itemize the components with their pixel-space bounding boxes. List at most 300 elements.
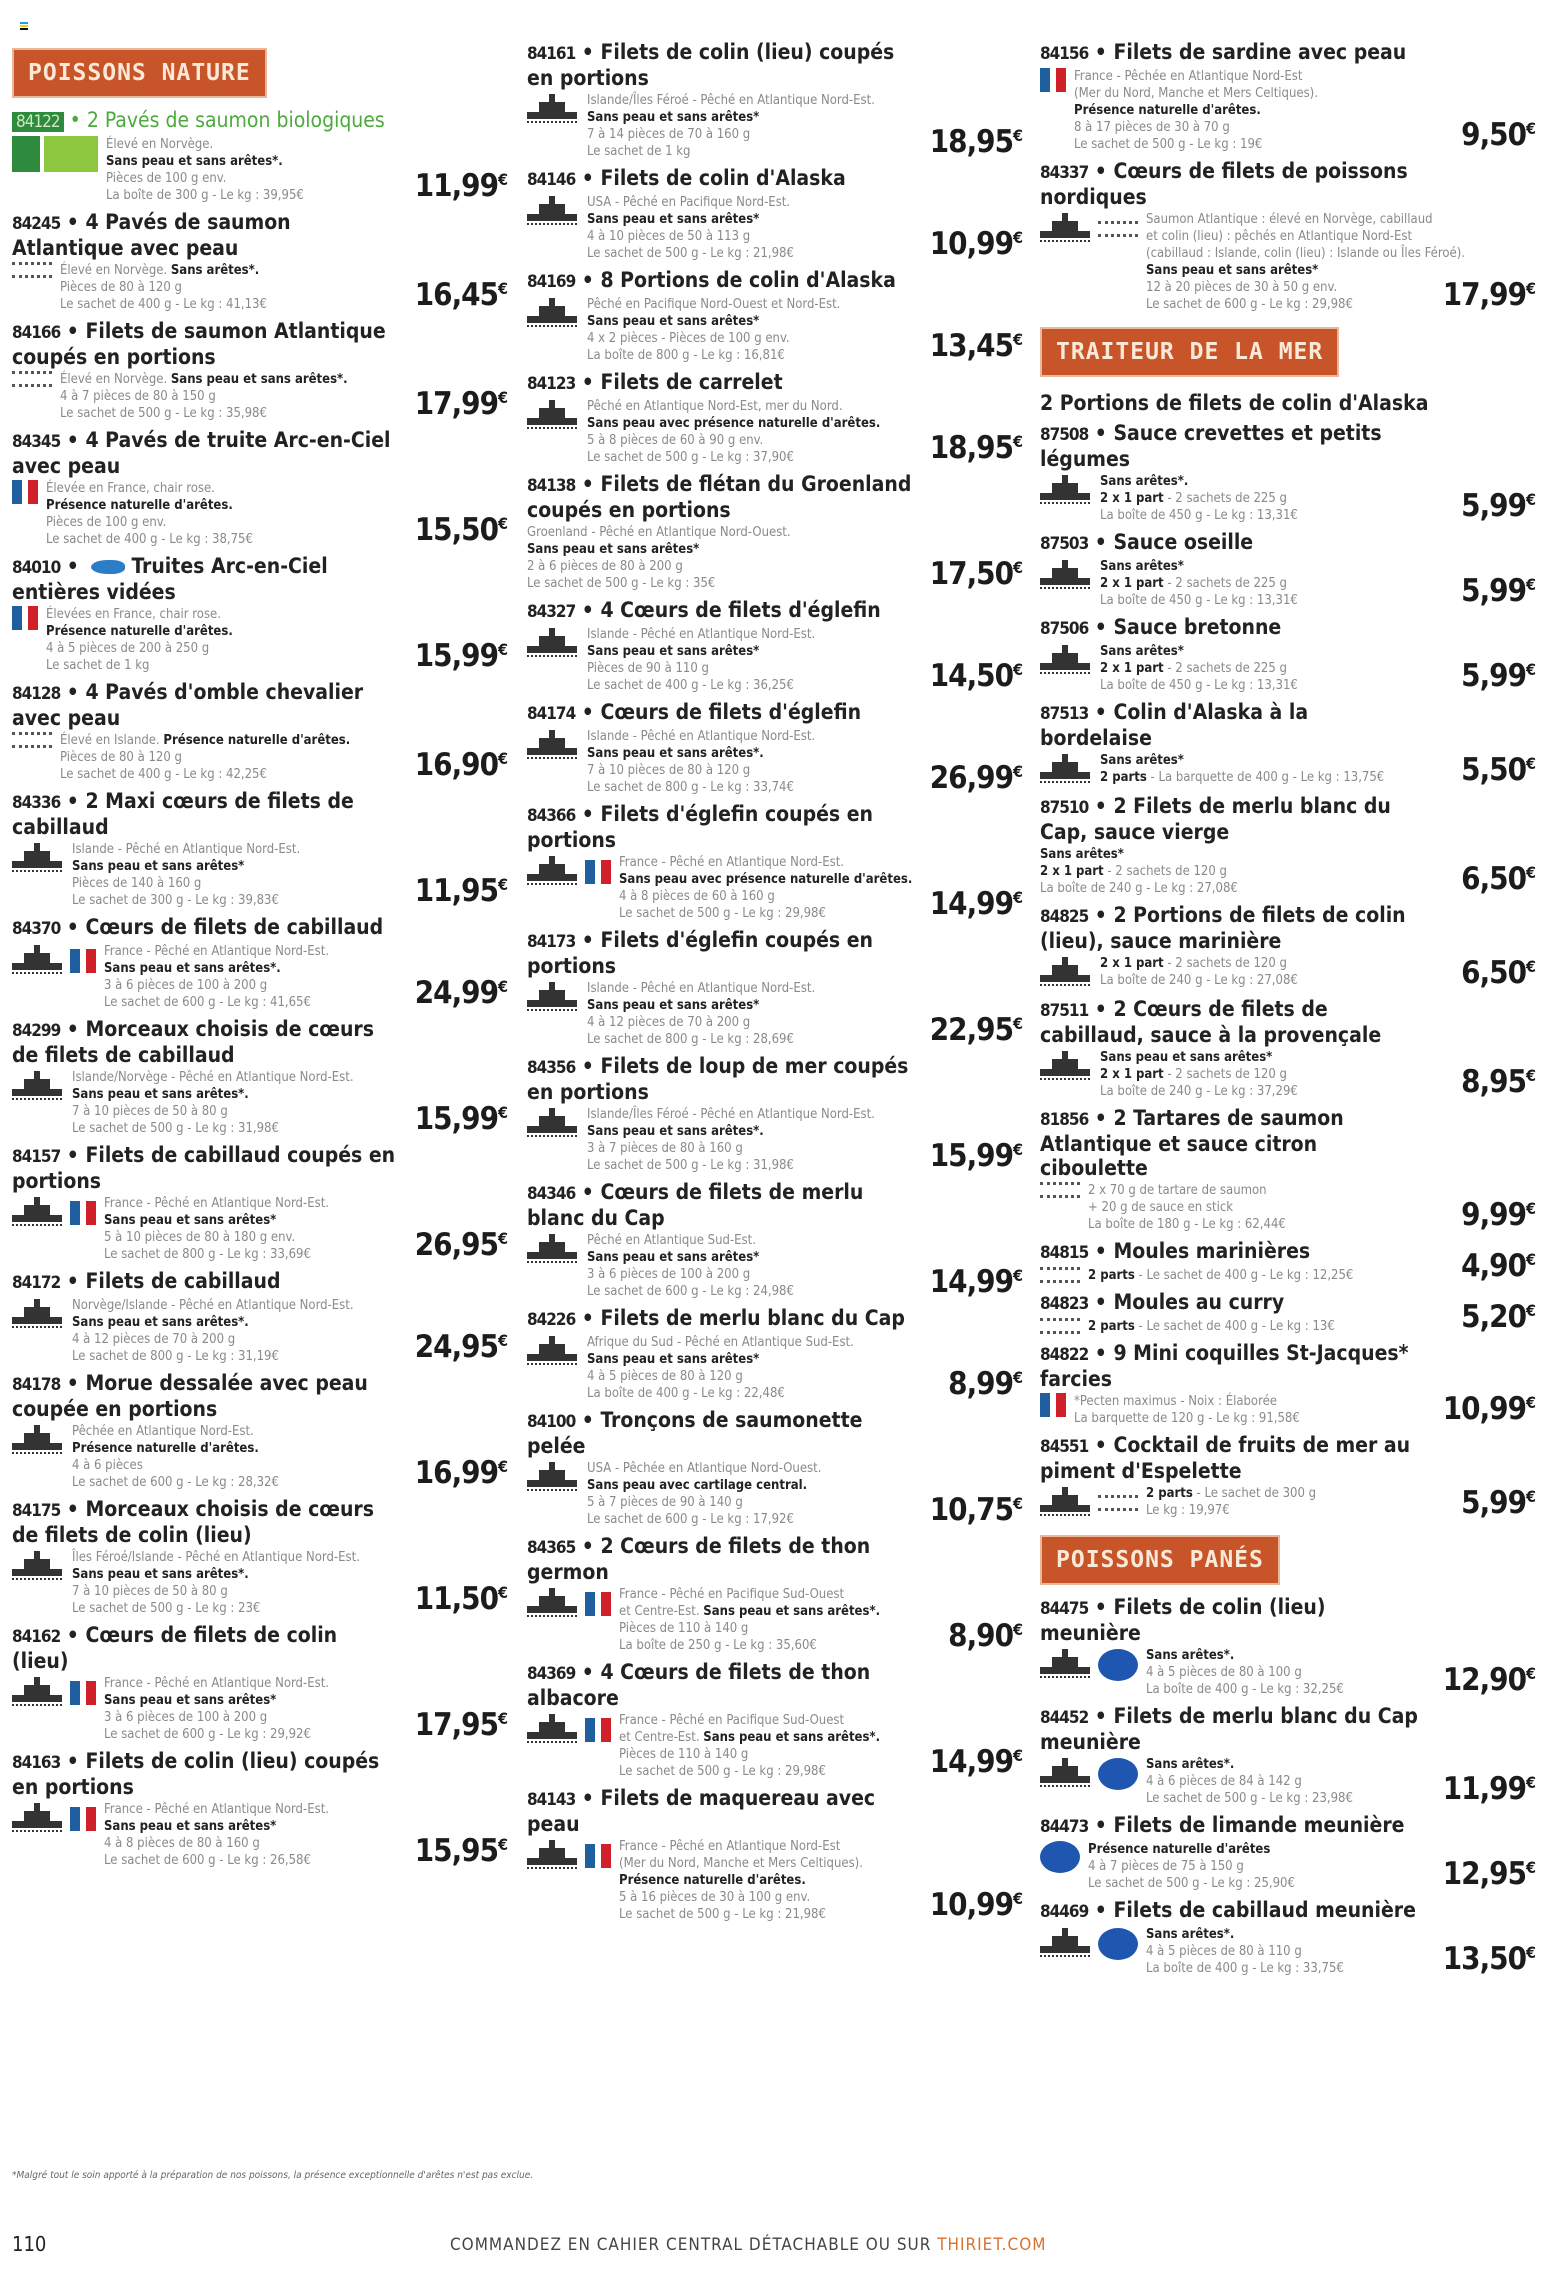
detail-line [72,1423,397,1440]
detail-text: Le sachet de 600 g - Le kg : 24,98€ [587,1284,794,1299]
detail-line [587,980,912,997]
product-details [12,606,397,674]
detail-line [46,623,397,640]
detail-line [587,779,912,796]
price-value: 17,95 [414,1707,498,1743]
detail-text: Sans peau avec présence naturelle d'arêtes. [587,416,881,431]
detail-text: Sans peau et sans arêtes* [527,542,700,557]
price [930,556,1022,592]
detail-text: USA - Pêchée en Atlantique Nord-Ouest. [587,1461,822,1476]
fishing-boat-icon [527,1586,579,1622]
detail-text: et Centre-Est. [619,1730,704,1745]
detail-line [46,657,397,674]
detail-line [587,449,912,466]
detail-text: Le sachet de 500 g - Le kg : 23€ [72,1601,261,1616]
product-item[interactable] [527,802,1022,922]
detail-text: 5 à 16 pièces de 30 à 100 g env. [619,1890,811,1905]
product-details [527,398,912,466]
fishing-boat-icon [527,398,579,434]
product-name: Cœurs de filets de poissons nordiques [1040,159,1408,209]
product-name: Cœurs de filets de merlu blanc du Cap [527,1180,864,1230]
detail-text: France - Pêché en Atlantique Nord-Est. [104,1196,329,1211]
detail-lines [46,606,397,674]
detail-lines [587,626,912,694]
product-item[interactable] [12,428,507,548]
product-code: 84172 [12,1273,61,1293]
detail-line [587,1106,912,1123]
detail-line [587,296,912,313]
product-title: 84473 • Filets de limande meunière [1040,1813,1405,1837]
detail-text: Sans peau et sans arêtes* [104,1693,277,1708]
detail-lines [587,1232,912,1300]
detail-line [60,279,397,296]
price-value: 12,90 [1442,1662,1526,1698]
detail-text: La boîte de 240 g - Le kg : 27,08€ [1040,881,1238,896]
price [1461,658,1535,694]
detail-bold: 2 x 1 part [1100,1067,1164,1082]
product-item[interactable] [527,166,1022,262]
origin-icons [1040,643,1092,679]
origin-icons [527,854,611,890]
detail-text: Le sachet de 500 g - Le kg : 37,90€ [587,450,794,465]
product-details [527,1334,912,1402]
product-item[interactable] [12,554,507,674]
product-details [12,371,397,422]
euro-sign: € [1012,1620,1022,1639]
product-item[interactable] [12,319,507,422]
detail-text: Élevé en Norvège. [106,137,214,152]
price-value: 15,99 [414,1101,498,1137]
price [930,328,1022,364]
product-item[interactable] [1040,903,1535,991]
origin-icons [1040,558,1092,594]
origin-icons [527,398,579,434]
product-code: 84100 [527,1412,576,1432]
msc-label-icon [1098,1758,1138,1790]
fishing-boat-icon [12,1675,64,1711]
fishing-boat-icon [527,626,579,662]
product-name: Filets de colin d'Alaska [600,166,846,190]
euro-sign: € [497,749,507,768]
column-middle [527,40,1022,1929]
detail-line [1074,1393,1425,1410]
product-item[interactable] [1040,615,1535,694]
product-item[interactable] [527,268,1022,364]
price [930,430,1022,466]
origin-icons [12,1423,64,1459]
origin-icons [1040,1647,1138,1683]
euro-sign: € [1525,279,1535,298]
detail-text: 4 à 5 pièces de 200 à 250 g [46,641,210,656]
product-details [527,854,912,922]
fishing-boat-icon [12,943,64,979]
product-item[interactable] [527,40,1022,160]
detail-text: La boîte de 450 g - Le kg : 13,31€ [1100,508,1298,523]
detail-line [619,1763,912,1780]
origin-icons [527,980,579,1016]
detail-line [1146,1926,1425,1943]
detail-text: 2 à 6 pièces de 80 à 200 g [527,559,683,574]
euro-sign: € [1525,957,1535,976]
product-code: 84166 [12,323,61,343]
detail-bold: 2 x 1 part [1100,576,1164,591]
product-title: 87513 • Colin d'Alaska à la bordelaise [1040,700,1309,750]
product-details [527,1232,912,1300]
france-flag-icon [1040,68,1066,92]
product-title: 84327 • 4 Cœurs de filets d'églefin [527,598,881,622]
price-value: 9,50 [1461,117,1526,153]
detail-text: - Le sachet de 300 g [1192,1486,1317,1501]
product-details [12,1801,397,1869]
product-item[interactable] [1040,1239,1535,1284]
detail-line [1146,296,1465,313]
price [930,886,1022,922]
product-item[interactable] [527,1534,1022,1654]
origin-icons [12,262,52,278]
product-item[interactable] [12,1749,507,1869]
france-flag-icon [70,1681,96,1705]
detail-line [1146,228,1465,245]
euro-sign: € [497,1229,507,1248]
detail-line [60,296,397,313]
detail-line [1088,1875,1425,1892]
euro-sign: € [1012,330,1022,349]
product-title: 87511 • 2 Cœurs de filets de cabillaud, sauce à la provençale [1040,997,1382,1047]
product-title: 84010 • Truites Arc-en-Ciel entières vidées [12,554,328,604]
france-flag-icon [70,1807,96,1831]
detail-lines [104,1195,397,1263]
euro-sign: € [1525,754,1535,773]
detail-line [46,497,397,514]
detail-lines [587,194,912,262]
detail-text: Le sachet de 500 g - Le kg : 23,98€ [1146,1791,1353,1806]
detail-text: Le sachet de 400 g - Le kg : 42,25€ [60,767,267,782]
detail-text: Sans peau et sans arêtes* [587,110,760,125]
detail-line [1074,119,1425,136]
product-code: 84146 [527,170,576,190]
product-name: Filets de carrelet [600,370,783,394]
fishing-boat-icon [527,1460,579,1496]
price-value: 18,95 [929,124,1013,160]
detail-lines [104,943,397,1011]
product-item[interactable] [1040,421,1535,524]
product-item[interactable] [12,1623,507,1743]
detail-line [1146,1502,1425,1519]
origin-icons [12,480,38,504]
product-item[interactable] [1040,530,1535,609]
product-item[interactable] [12,1371,507,1491]
detail-text: France - Pêché en Atlantique Nord-Est. [104,1676,329,1691]
origin-icons [1040,1049,1092,1085]
detail-lines [1088,1841,1425,1892]
subsection-title: 2 Portions de filets de colin d'Alaska [1040,391,1429,415]
product-item[interactable] [1040,159,1535,313]
detail-line [619,1855,912,1872]
product-item[interactable] [1040,997,1535,1100]
product-item[interactable] [1040,1106,1535,1233]
price [930,1012,1022,1048]
detail-line [104,943,397,960]
detail-line [72,875,397,892]
msc-label-icon [1040,1841,1080,1873]
price [1443,1391,1535,1427]
detail-text: Norvège/Islande - Pêché en Atlantique Nord-Est. [72,1298,354,1313]
product-code: 84452 [1040,1708,1089,1728]
euro-sign: € [497,514,507,533]
price [1443,1771,1535,1807]
price-value: 17,99 [414,386,498,422]
product-name: Cœurs de filets de cabillaud [85,915,384,939]
detail-line [1100,752,1425,769]
product-title: 84825 • 2 Portions de filets de colin (lieu), sauce marinière [1040,903,1406,953]
product-item[interactable] [1040,1813,1535,1892]
product-item[interactable] [527,1660,1022,1780]
detail-text: 12 à 20 pièces de 30 à 50 g env. [1146,280,1338,295]
detail-line [587,728,912,745]
product-details [1040,1841,1425,1892]
product-title: 84452 • Filets de merlu blanc du Cap meunière [1040,1704,1418,1754]
product-item[interactable] [12,1269,507,1365]
detail-text: Le sachet de 600 g - Le kg : 26,58€ [104,1853,311,1868]
product-name: Filets de saumon Atlantique coupés en portions [12,319,386,369]
fishing-boat-icon [1040,558,1092,594]
product-details [1040,211,1466,313]
detail-text: - La barquette de 400 g - Le kg : 13,75€ [1146,770,1385,785]
product-name: Filets d'églefin coupés en portions [527,802,874,852]
detail-line [1088,1841,1425,1858]
detail-line [104,977,397,994]
fishing-boat-icon [527,728,579,764]
detail-lines [587,980,912,1048]
detail-line [587,194,912,211]
detail-bold: 2 parts [1100,770,1147,785]
detail-line [104,1246,397,1263]
fishing-boat-icon [527,980,579,1016]
price-value: 10,99 [929,226,1013,262]
product-item[interactable] [527,1306,1022,1402]
price-value: 5,50 [1461,752,1526,788]
product-item[interactable] [12,1143,507,1263]
detail-line [46,606,397,623]
product-title: 84356 • Filets de loup de mer coupés en portions [527,1054,909,1104]
detail-lines [1088,1267,1425,1284]
price [1461,488,1535,524]
detail-line [619,888,912,905]
product-item[interactable] [527,700,1022,796]
euro-sign: € [497,977,507,996]
product-name: 4 Pavés de saumon Atlantique avec peau [12,210,291,260]
price [415,1227,507,1263]
product-item[interactable] [527,472,1022,592]
product-name: Filets de colin (lieu) coupés en portions [12,1749,380,1799]
product-details [12,480,397,548]
detail-text: 4 à 8 pièces de 60 à 160 g [619,889,775,904]
detail-text: Élevé en Norvège. [60,372,171,387]
product-title: 84245 • 4 Pavés de saumon Atlantique avec peau [12,210,291,260]
price-value: 26,99 [929,760,1013,796]
product-code: 84337 [1040,163,1089,183]
product-item[interactable] [1040,1433,1535,1521]
product-code: 84299 [12,1021,61,1041]
product-code: 84356 [527,1058,576,1078]
product-item[interactable] [12,789,507,909]
product-name: 2 Tartares de saumon Atlantique et sauce citron ciboulette [1040,1106,1344,1180]
product-item[interactable] [12,1497,507,1617]
product-item[interactable] [1040,1290,1535,1335]
euro-sign: € [497,1583,507,1602]
detail-line [1074,102,1425,119]
detail-line [527,558,912,575]
detail-lines [1088,1318,1425,1335]
detail-line [60,371,397,388]
origin-icons [12,1195,96,1231]
detail-line [619,1603,912,1620]
product-title: 84469 • Filets de cabillaud meunière [1040,1898,1416,1922]
footer-brand-link[interactable]: THIRIET.COM [937,2235,1047,2255]
detail-text: - 2 sachets de 120 g [1163,956,1287,971]
product-code: 84366 [527,806,576,826]
detail-line [104,1212,397,1229]
price-value: 11,95 [414,873,498,909]
product-item[interactable] [1040,40,1535,153]
product-name: 4 Cœurs de filets de thon albacore [527,1660,871,1710]
origin-icons [1040,68,1066,92]
price-value: 14,99 [929,1264,1013,1300]
product-code: 84143 [527,1790,576,1810]
detail-lines [587,1106,912,1174]
price [1443,1662,1535,1698]
price-value: 12,95 [1442,1856,1526,1892]
detail-line [1100,558,1425,575]
product-item[interactable] [1040,700,1535,788]
product-item[interactable] [527,1408,1022,1528]
detail-text: Sans peau avec cartilage central. [587,1478,808,1493]
euro-sign: € [1012,1494,1022,1513]
detail-line [60,262,397,279]
detail-line [1074,136,1425,153]
detail-text: La boîte de 400 g - Le kg : 22,48€ [587,1386,785,1401]
origin-icons [1040,752,1092,788]
product-item[interactable] [527,1180,1022,1300]
detail-bold: 2 x 1 part [1100,956,1164,971]
product-item[interactable] [527,370,1022,466]
product-item[interactable] [527,598,1022,694]
product-item[interactable] [527,1786,1022,1923]
detail-line [1146,262,1465,279]
farmed-waves-icon [1098,1495,1138,1511]
origin-icons [12,606,38,630]
detail-line [587,643,912,660]
detail-line [60,749,397,766]
detail-text: Sans peau et sans arêtes* [72,859,245,874]
detail-text: Sans arêtes*. [1146,1648,1235,1663]
detail-line [619,871,912,888]
price [948,1366,1022,1402]
detail-line [72,1583,397,1600]
product-item[interactable] [12,1017,507,1137]
product-details [12,262,397,313]
detail-bold: Présence naturelle d'arêtes. [163,733,351,748]
detail-line [1040,880,1425,897]
product-title: 84823 • Moules au curry [1040,1290,1285,1314]
product-details [12,1423,397,1491]
product-item[interactable] [1040,794,1535,897]
product-item[interactable] [1040,1341,1535,1427]
detail-line [619,1746,912,1763]
detail-text: Le sachet de 500 g - Le kg : 25,90€ [1088,1876,1295,1891]
detail-text: Le sachet de 300 g - Le kg : 39,83€ [72,893,279,908]
price-value: 5,99 [1461,488,1526,524]
euro-sign: € [1012,1140,1022,1159]
origin-icons [527,1232,579,1268]
product-item[interactable] [1040,1704,1535,1807]
detail-text: 2 x 70 g de tartare de saumon [1088,1183,1267,1198]
detail-text: Pièces de 100 g env. [46,515,167,530]
origin-icons [1040,211,1138,247]
product-name: Filets de merlu blanc du Cap [600,1306,905,1330]
price [415,873,507,909]
detail-text: La boîte de 180 g - Le kg : 62,44€ [1088,1217,1286,1232]
product-item[interactable] [12,915,507,1011]
product-details [12,732,397,783]
detail-line [587,1511,912,1528]
product-title: 84156 • Filets de sardine avec peau [1040,40,1407,64]
product-title: 84815 • Moules marinières [1040,1239,1311,1263]
product-item[interactable] [12,680,507,783]
fishing-boat-icon [1040,473,1092,509]
detail-line [587,398,912,415]
product-title: 84226 • Filets de merlu blanc du Cap [527,1306,905,1330]
detail-text: - 2 sachets de 225 g [1163,491,1287,506]
detail-text: - Le sachet de 400 g - Le kg : 13€ [1134,1319,1335,1334]
product-item[interactable] [12,210,507,313]
product-title: 84157 • Filets de cabillaud coupés en portions [12,1143,396,1193]
product-details [527,1838,912,1923]
product-item[interactable] [12,108,507,204]
product-item[interactable] [1040,1595,1535,1698]
detail-text: Élevé en Islande. [60,733,164,748]
footer-cta [450,2235,1046,2255]
detail-line [106,170,397,187]
detail-line [1100,769,1425,786]
detail-text: 4 à 5 pièces de 80 à 100 g [1146,1665,1302,1680]
product-title: 84128 • 4 Pavés d'omble chevalier avec peau [12,680,364,730]
detail-text: 3 à 7 pièces de 80 à 160 g [587,1141,743,1156]
euro-sign: € [1525,1199,1535,1218]
fishing-boat-icon [1040,1756,1092,1792]
product-code: 84226 [527,1310,576,1330]
product-item[interactable] [1040,1898,1535,1977]
product-code: 84825 [1040,907,1089,927]
product-item[interactable] [527,1054,1022,1174]
detail-line [72,1549,397,1566]
product-title: 84178 • Morue dessalée avec peau coupée en portions [12,1371,368,1421]
detail-line [1146,1647,1425,1664]
product-name: Sauce oseille [1113,530,1254,554]
origin-icons [12,1297,64,1333]
product-code: 84161 [527,44,576,64]
detail-line [1074,68,1425,85]
detail-text: - 2 sachets de 120 g [1163,1067,1287,1082]
detail-line [587,1014,912,1031]
detail-text: Groenland - Pêché en Atlantique Nord-Ouest. [527,525,791,540]
fishing-boat-icon [527,296,579,332]
detail-line [527,524,912,541]
price [1461,752,1535,788]
product-item[interactable] [527,928,1022,1048]
price-value: 15,50 [414,512,498,548]
product-title: 87510 • 2 Filets de merlu blanc du Cap, sauce vierge [1040,794,1391,844]
